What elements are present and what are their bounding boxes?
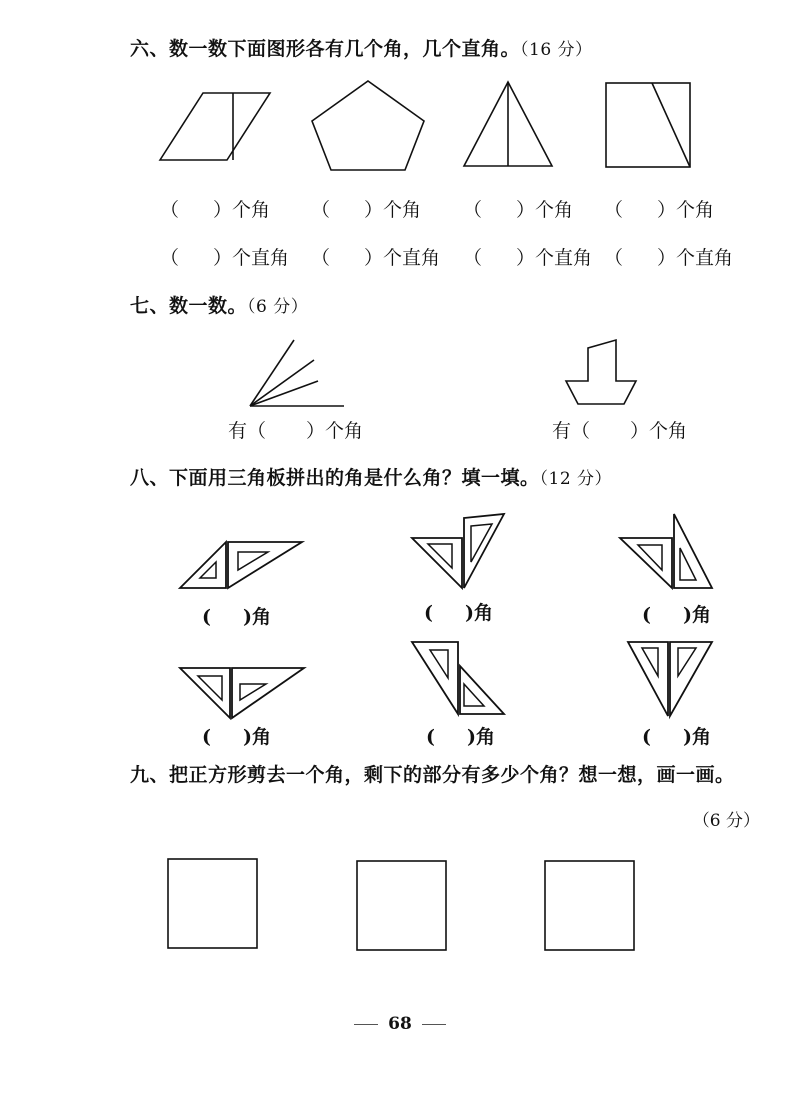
q9-title: 九、把正方形剪去一个角，剩下的部分有多少个角？想一想，画一画。	[130, 764, 735, 786]
q8-answer-6: ( )角	[642, 726, 711, 748]
set-square-pair-6	[624, 638, 716, 720]
q9-points: （6 分）	[692, 811, 760, 831]
set-square-pair-2	[408, 512, 508, 592]
q6-angles-answer-4: （ ）个角	[604, 199, 715, 221]
q6-right-angles-answer-1: （ ）个直角	[160, 247, 290, 269]
q7-figure-rays	[246, 336, 348, 410]
q8-answer-4: ( )角	[202, 726, 271, 748]
q8-answer-2: ( )角	[424, 602, 493, 624]
q7-figure-boat	[558, 336, 642, 410]
set-square-pair-5	[408, 638, 508, 720]
q6-right-angles-answer-4: （ ）个直角	[604, 247, 734, 269]
page-number: 68	[388, 1014, 412, 1034]
q6-heading	[130, 34, 593, 61]
q6-figure-square	[603, 80, 695, 172]
q6-figure-pentagon	[307, 76, 429, 176]
page-footer	[0, 1014, 800, 1034]
q7-heading	[130, 291, 308, 318]
q8-heading	[130, 463, 612, 490]
q9-heading	[130, 760, 735, 787]
q6-angles-answer-3: （ ）个角	[463, 199, 574, 221]
q9-square-1[interactable]	[166, 857, 260, 951]
footer-dash-right	[422, 1024, 446, 1025]
q6-figure-parallelogram	[155, 88, 277, 166]
q6-angles-answer-2: （ ）个角	[311, 199, 422, 221]
q6-title: 六、数一数下面图形各有几个角，几个直角。	[130, 38, 521, 60]
q8-title: 八、下面用三角板拼出的角是什么角？填一填。	[130, 467, 540, 489]
q9-square-2[interactable]	[355, 859, 449, 953]
q8-answer-5: ( )角	[426, 726, 495, 748]
q7-answer-2: 有（ ）个角	[552, 420, 688, 442]
q9-square-3[interactable]	[543, 859, 637, 953]
q7-points: （6 分）	[247, 297, 309, 317]
q8-answer-1: ( )角	[202, 606, 271, 628]
set-square-pair-3	[616, 512, 716, 598]
q8-points: （12 分）	[539, 469, 613, 489]
q8-answer-3: ( )角	[642, 604, 711, 626]
q7-title: 七、数一数。	[130, 295, 248, 317]
q6-figure-triangle	[460, 78, 556, 170]
set-square-pair-1	[176, 538, 306, 592]
q6-points: （16 分）	[520, 40, 593, 60]
footer-dash-left	[354, 1024, 378, 1025]
q7-answer-1: 有（ ）个角	[228, 420, 364, 442]
set-square-pair-4	[176, 660, 308, 722]
q6-right-angles-answer-2: （ ）个直角	[311, 247, 441, 269]
q6-angles-answer-1: （ ）个角	[160, 199, 271, 221]
q6-right-angles-answer-3: （ ）个直角	[463, 247, 593, 269]
